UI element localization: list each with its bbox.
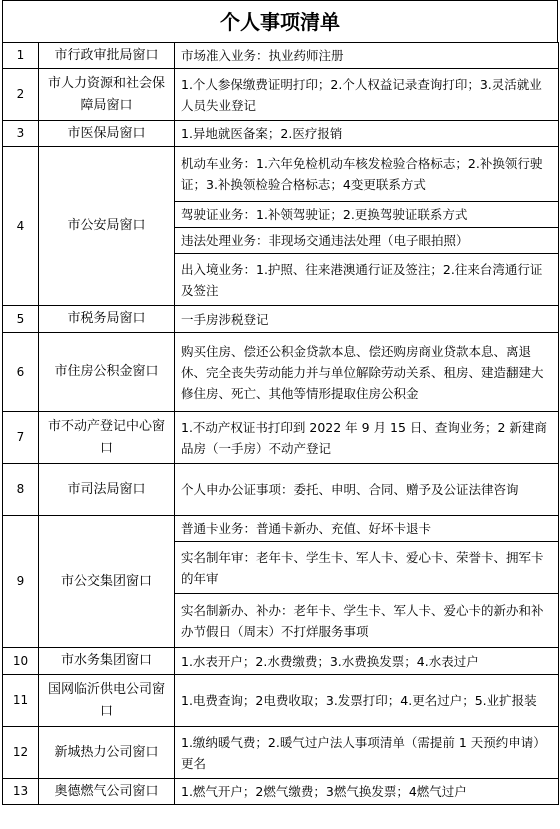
row-number: 2 [3,69,39,121]
window-name: 国网临沂供电公司窗口 [39,675,175,727]
business-item: 普通卡业务：普通卡新办、充值、好坏卡退卡 [175,516,559,542]
business-item: 个人申办公证事项：委托、申明、合同、赠予及公证法律咨询 [175,464,559,516]
row-number: 7 [3,412,39,464]
table-row [3,147,559,202]
business-item: 1.个人参保缴费证明打印；2.个人权益记录查询打印；3.灵活就业人员失业登记 [175,69,559,121]
window-name: 新城热力公司窗口 [39,727,175,779]
row-number: 5 [3,306,39,333]
window-name: 市税务局窗口 [39,306,175,333]
row-number: 9 [3,516,39,648]
row-number: 6 [3,333,39,412]
items-table [2,42,559,805]
row-number: 10 [3,648,39,675]
row-number: 12 [3,727,39,779]
business-item: 1.异地就医备案；2.医疗报销 [175,121,559,147]
row-number: 11 [3,675,39,727]
business-item: 实名制新办、补办：老年卡、学生卡、军人卡、爱心卡的新办和补办节假日（周末）不打烊服务事项 [175,594,559,648]
row-number: 3 [3,121,39,147]
business-item: 1.燃气开户；2燃气缴费；3燃气换发票；4燃气过户 [175,779,559,805]
table-row [3,43,559,69]
window-name: 奥德燃气公司窗口 [39,779,175,805]
table-row [3,727,559,779]
table-row [3,412,559,464]
window-name: 市不动产登记中心窗口 [39,412,175,464]
window-name: 市人力资源和社会保障局窗口 [39,69,175,121]
table-row [3,464,559,516]
document [2,0,558,805]
window-name: 市司法局窗口 [39,464,175,516]
business-item: 实名制年审：老年卡、学生卡、军人卡、爱心卡、荣誉卡、拥军卡的年审 [175,542,559,594]
business-item: 1.不动产权证书打印到 2022 年 9 月 15 日、查询业务；2 新建商品房（一手房）不动产登记 [175,412,559,464]
business-item: 驾驶证业务：1.补领驾驶证；2.更换驾驶证联系方式 [175,202,559,228]
table-row [3,306,559,333]
business-item: 机动车业务：1.六年免检机动车核发检验合格标志；2.补换领行驶证；3.补换领检验合格标志；4变更联系方式 [175,147,559,202]
business-item: 1.缴纳暖气费；2.暖气过户法人事项清单（需提前 1 天预约申请）更名 [175,727,559,779]
row-number: 13 [3,779,39,805]
window-name: 市公交集团窗口 [39,516,175,648]
business-item: 购买住房、偿还公积金贷款本息、偿还购房商业贷款本息、离退休、完全丧失劳动能力并与单位解除劳动关系、租房、建造翻建大修住房、死亡、其他等情形提取住房公积金 [175,333,559,412]
row-number: 8 [3,464,39,516]
window-name: 市行政审批局窗口 [39,43,175,69]
table-row [3,675,559,727]
table-row [3,648,559,675]
business-item: 违法处理业务：非现场交通违法处理（电子眼拍照） [175,228,559,254]
row-number: 1 [3,43,39,69]
table-row [3,516,559,542]
table-row [3,121,559,147]
table-row [3,333,559,412]
business-item: 一手房涉税登记 [175,306,559,333]
table-row [3,69,559,121]
business-item: 1.水表开户；2.水费缴费；3.水费换发票；4.水表过户 [175,648,559,675]
window-name: 市医保局窗口 [39,121,175,147]
business-item: 出入境业务：1.护照、往来港澳通行证及签注；2.往来台湾通行证及签注 [175,254,559,306]
business-item: 市场准入业务：执业药师注册 [175,43,559,69]
table-row [3,779,559,805]
business-item: 1.电费查询；2电费收取；3.发票打印；4.更名过户；5.业扩报装 [175,675,559,727]
row-number: 4 [3,147,39,306]
window-name: 市公安局窗口 [39,147,175,306]
window-name: 市水务集团窗口 [39,648,175,675]
window-name: 市住房公积金窗口 [39,333,175,412]
page-title: 个人事项清单 [2,0,558,42]
